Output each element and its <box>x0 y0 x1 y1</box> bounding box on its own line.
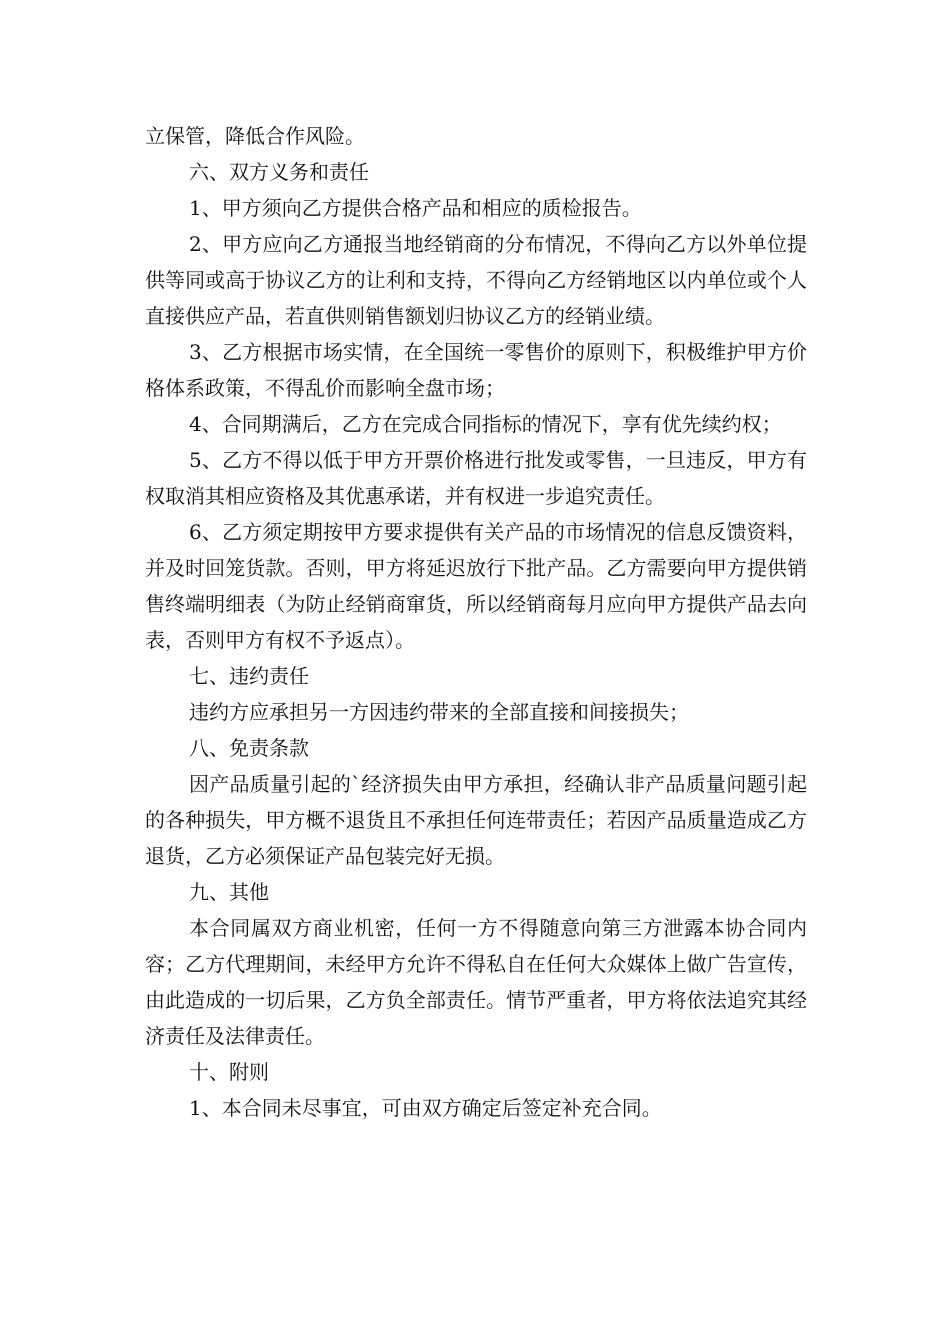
heading-section-8: 八、免责条款 <box>189 736 309 760</box>
clause-10-1: 1、本合同未尽事宜，可由双方确定后签定补充合同。 <box>189 1096 662 1120</box>
paragraph-continuation: 立保管，降低合作风险。 <box>145 124 365 148</box>
heading-section-9: 九、其他 <box>189 880 269 904</box>
section-7-text: 违约方应承担另一方因违约带来的全部直接和间接损失； <box>189 700 689 724</box>
document-body <box>145 118 807 1126</box>
heading-section-10: 十、附则 <box>189 1060 269 1084</box>
section-9-text: 本合同属双方商业机密，任何一方不得随意向第三方泄露本协合同内容；乙方代理期间，未经甲方允许不得私自在任何大众媒体上做广告宣传，由此造成的一切后果，乙方负全部责任。情节严重者，甲方将依法追究其经济责任及法律责任。 <box>145 916 807 1048</box>
clause-6-4: 4、合同期满后，乙方在完成合同指标的情况下，享有优先续约权； <box>189 412 782 436</box>
heading-section-6: 六、双方义务和责任 <box>189 160 369 184</box>
section-8-text: 因产品质量引起的`经济损失由甲方承担，经确认非产品质量问题引起的各种损失，甲方概不退货且不承担任何连带责任；若因产品质量造成乙方退货，乙方必须保证产品包装完好无损。 <box>145 772 807 868</box>
clause-6-1: 1、甲方须向乙方提供合格产品和相应的质检报告。 <box>189 196 642 220</box>
clause-6-3: 3、乙方根据市场实情，在全国统一零售价的原则下，积极维护甲方价格体系政策，不得乱价而影响全盘市场； <box>145 340 807 400</box>
clause-6-2: 2、甲方应向乙方通报当地经销商的分布情况，不得向乙方以外单位提供等同或高于协议乙方的让利和支持，不得向乙方经销地区以内单位或个人直接供应产品，若直供则销售额划归协议乙方的经销业绩。 <box>145 232 807 328</box>
heading-section-7: 七、违约责任 <box>189 664 309 688</box>
clause-6-5: 5、乙方不得以低于甲方开票价格进行批发或零售，一旦违反，甲方有权取消其相应资格及其优惠承诺，并有权进一步追究责任。 <box>145 448 807 508</box>
clause-6-6: 6、乙方须定期按甲方要求提供有关产品的市场情况的信息反馈资料，并及时回笼货款。否则，甲方将延迟放行下批产品。乙方需要向甲方提供销售终端明细表（为防止经销商窜货，所以经销商每月应向甲方提供产品去向表，否则甲方有权不予返点）。 <box>145 520 807 652</box>
